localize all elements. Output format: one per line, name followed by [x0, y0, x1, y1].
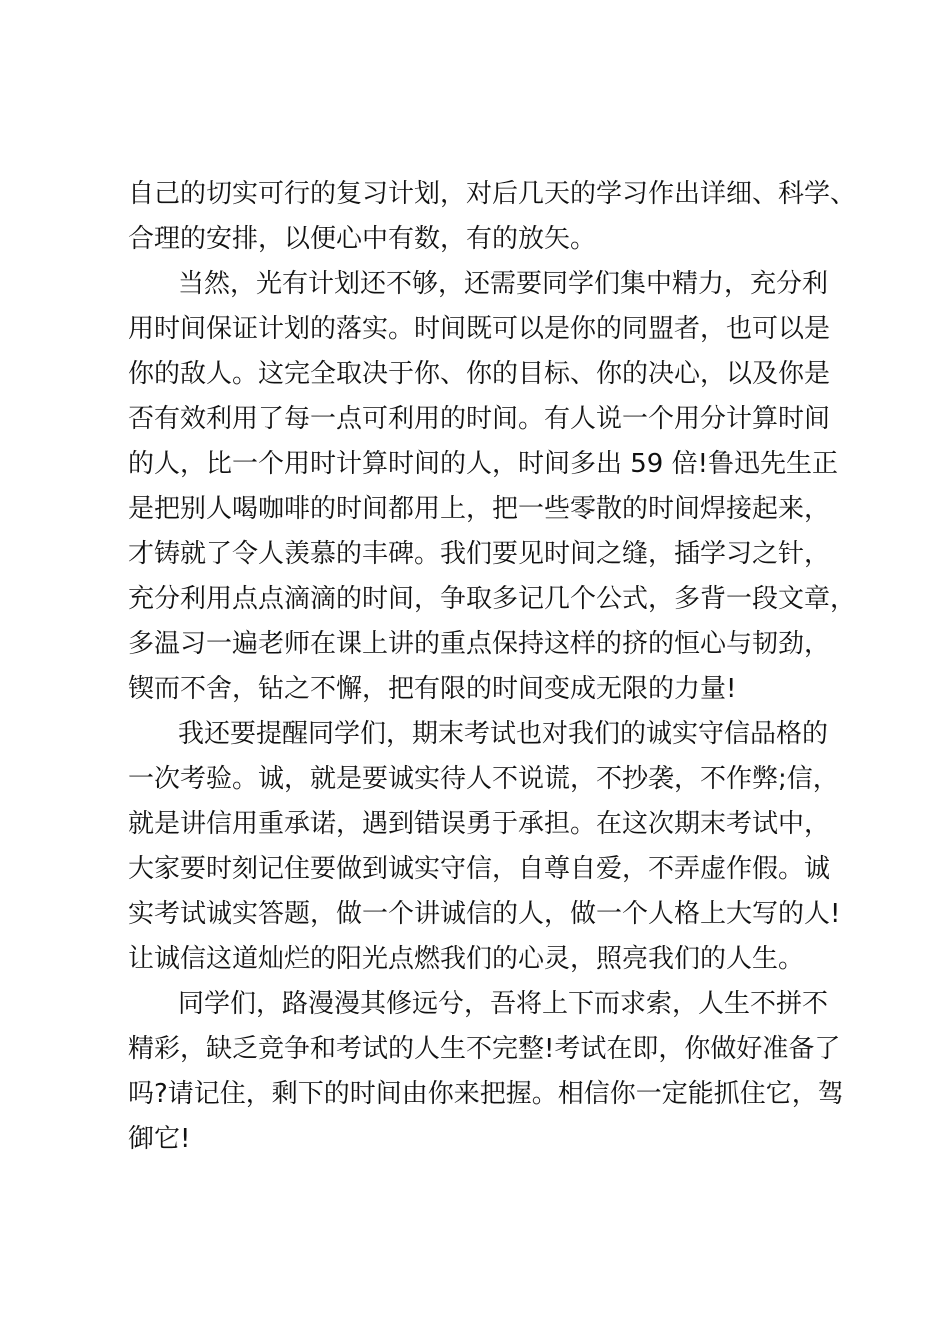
text-line: 的人，比一个用时计算时间的人，时间多出 59 倍!鲁迅先生正 [128, 449, 839, 479]
text-line: 吗?请记住，剩下的时间由你来把握。相信你一定能抓住它，驾 [128, 1079, 844, 1109]
text-line: 自己的切实可行的复习计划，对后几天的学习作出详细、科学、 [128, 179, 857, 209]
text-line: 多温习一遍老师在课上讲的重点保持这样的挤的恒心与韧劲， [128, 629, 831, 659]
text-line: 精彩，缺乏竞争和考试的人生不完整!考试在即，你做好准备了 [128, 1034, 841, 1064]
text-line: 是把别人喝咖啡的时间都用上，把一些零散的时间焊接起来， [128, 494, 831, 524]
text-line: 充分利用点点滴滴的时间，争取多记几个公式，多背一段文章， [128, 584, 857, 614]
text-line: 让诚信这道灿烂的阳光点燃我们的心灵，照亮我们的人生。 [128, 944, 805, 974]
text-line: 实考试诚实答题，做一个讲诚信的人，做一个人格上大写的人! [128, 899, 841, 929]
text-line: 御它! [128, 1124, 191, 1154]
document-body [128, 172, 858, 1162]
text-line: 锲而不舍，钻之不懈，把有限的时间变成无限的力量! [128, 674, 737, 704]
paragraph-start-line: 我还要提醒同学们，期末考试也对我们的诚实守信品格的 [178, 719, 829, 749]
paragraph-start-line: 同学们，路漫漫其修远兮，吾将上下而求索，人生不拼不 [178, 989, 829, 1019]
text-line: 用时间保证计划的落实。时间既可以是你的同盟者，也可以是 [128, 314, 831, 344]
text-line: 大家要时刻记住要做到诚实守信，自尊自爱，不弄虚作假。诚 [128, 854, 831, 884]
text-line: 合理的安排，以便心中有数，有的放矢。 [128, 224, 597, 254]
paragraph-start-line: 当然，光有计划还不够，还需要同学们集中精力，充分利 [178, 269, 829, 299]
text-line: 否有效利用了每一点可利用的时间。有人说一个用分计算时间 [128, 404, 831, 434]
text-line: 一次考验。诚，就是要诚实待人不说谎，不抄袭，不作弊;信， [128, 764, 839, 794]
text-line: 你的敌人。这完全取决于你、你的目标、你的决心，以及你是 [128, 359, 831, 389]
text-line: 就是讲信用重承诺，遇到错误勇于承担。在这次期末考试中， [128, 809, 831, 839]
text-line: 才铸就了令人羡慕的丰碑。我们要见时间之缝，插学习之针， [128, 539, 831, 569]
